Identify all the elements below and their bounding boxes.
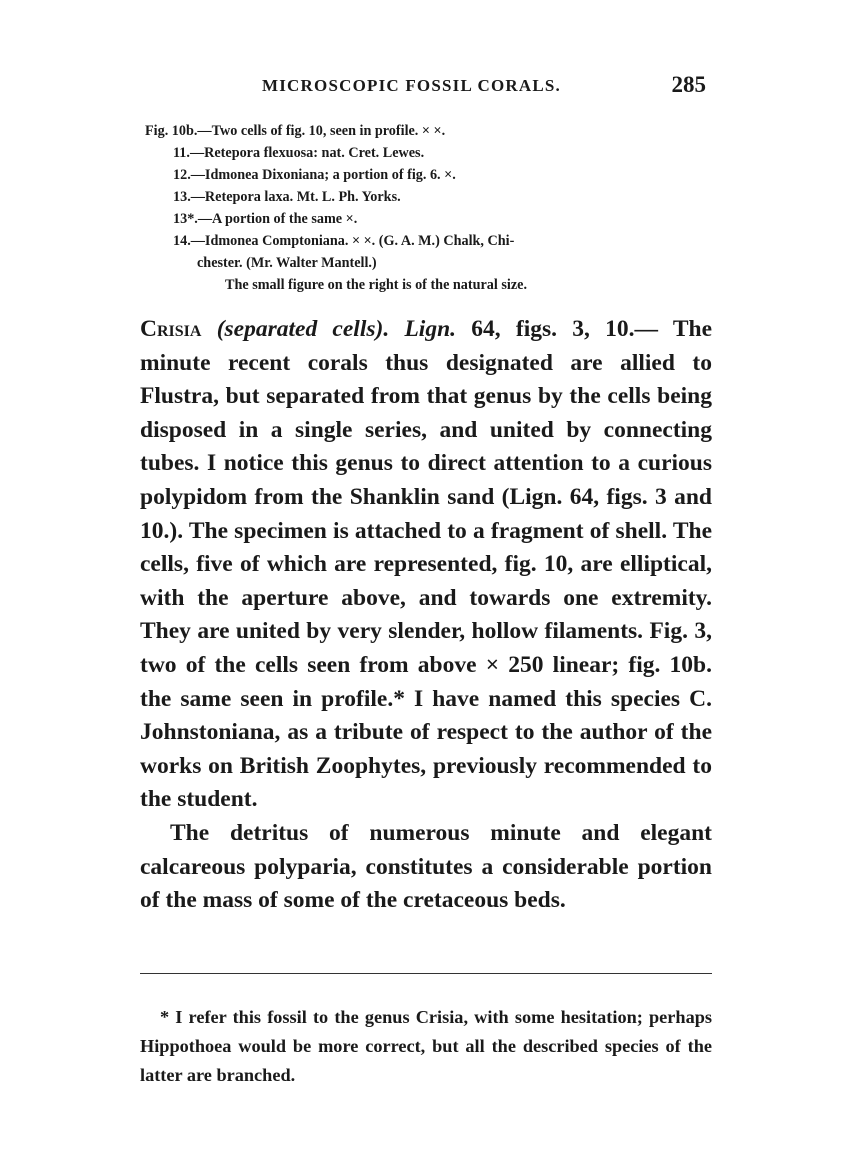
caption-line: 12.—Idmonea Dixoniana; a portion of fig. 6. ×. (173, 167, 456, 183)
footnote-rule (140, 973, 712, 974)
genus-heading: Crisia (140, 316, 202, 342)
caption-line: 13.—Retepora laxa. Mt. L. Ph. Yorks. (173, 189, 401, 205)
heading-note: (separated cells). (216, 316, 390, 342)
footnote-text: * I refer this fossil to the genus Crisia, with some hesitation; perhaps Hippothoea would be more correct, but all the described species of the latter are branched. (140, 1007, 712, 1085)
figure-captions (145, 120, 705, 296)
body-text (140, 313, 712, 918)
caption-line: Fig. 10b.—Two cells of fig. 10, seen in profile. × ×. (145, 123, 446, 139)
lign-ref: Lign. (404, 316, 457, 342)
running-head (140, 72, 710, 102)
caption-line: 14.—Idmonea Comptoniana. × ×. (G. A. M.) Chalk, Chi- (173, 233, 515, 249)
paragraph-crisia (140, 313, 712, 817)
paragraph-detritus: The detritus of numerous minute and elegant calcareous polyparia, constitutes a considerable portion of the mass of some of the cretaceous beds. (140, 819, 712, 914)
page-number: 285 (671, 72, 706, 97)
running-head-title: MICROSCOPIC FOSSIL CORALS. (262, 76, 561, 95)
caption-line: The small figure on the right is of the natural size. (225, 277, 527, 293)
caption-line: 11.—Retepora flexuosa: nat. Cret. Lewes. (173, 145, 425, 161)
caption-line: 13*.—A portion of the same ×. (173, 211, 358, 227)
footnote (140, 1003, 712, 1090)
caption-line: chester. (Mr. Walter Mantell.) (197, 255, 377, 271)
paragraph-text: 64, figs. 3, 10.— The minute recent corals thus designated are allied to Flustra, but separated from that genus by the cells being disposed in a single series, and united by connecting tubes. I notice this genus to direct attention to a curious polypidom from the Shanklin sand (Lign. 64, figs. 3 and 10.). The specimen is attached to a fragment of shell. The cells, five of which are represented, fig. 10, are elliptical, with the aperture above, and towards one extremity. They are united by very slender, hollow filaments. Fig. 3, two of the cells seen from above × 250 linear; fig. 10b. the same seen in profile.* I have named this species C. Johnstoniana, as a tribute of respect to the author of the works on British Zoophytes, previously recommended to the student. (140, 316, 713, 813)
